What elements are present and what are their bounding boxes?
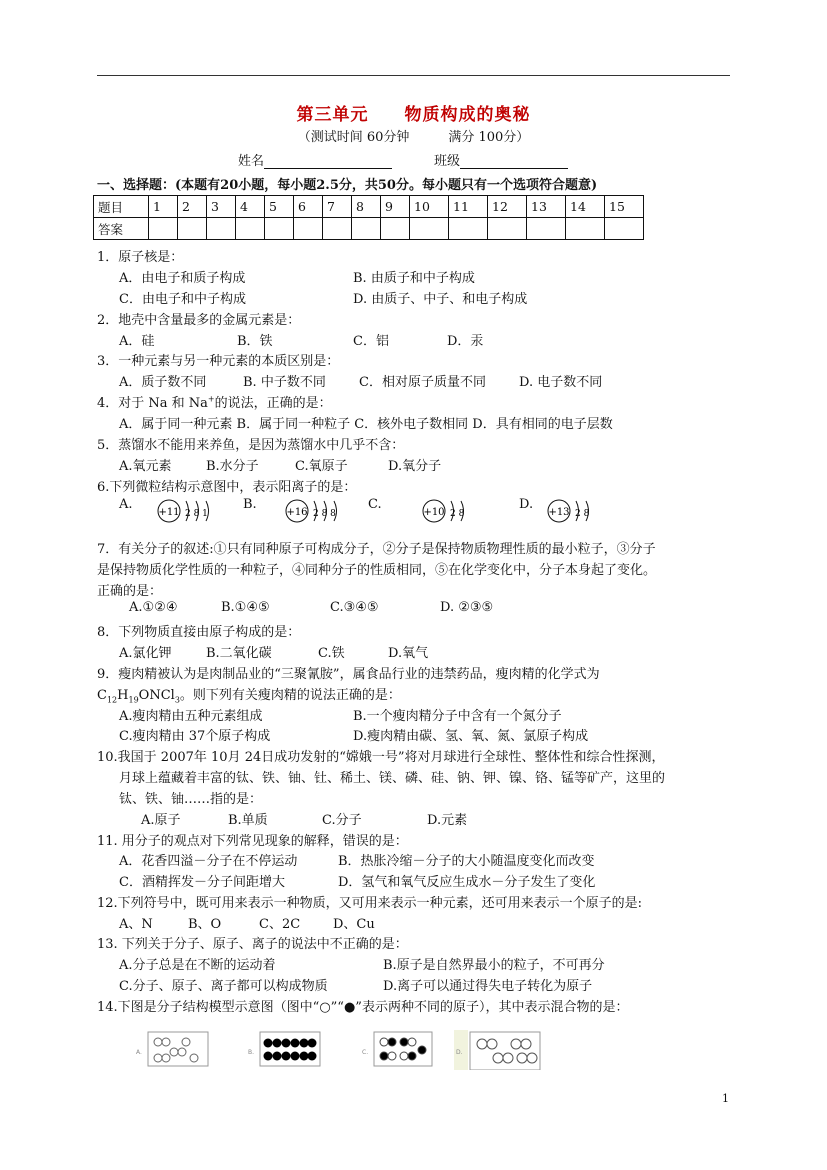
q6-option-b: B. — [243, 497, 257, 512]
q11-option-b: B．热胀冷缩－分子的大小随温度变化而改变 — [338, 854, 595, 869]
q7-option-a: A.①②④ — [129, 600, 178, 615]
shell-electrons: 2 8 8 — [313, 509, 336, 519]
answer-cell[interactable] — [265, 218, 294, 240]
answer-cell[interactable] — [323, 218, 352, 240]
name-field[interactable] — [238, 150, 392, 169]
table-cell: 11 — [449, 196, 488, 218]
question-9-line2 — [97, 684, 401, 705]
question-7-line3: 正确的是： — [97, 584, 163, 599]
answer-cell[interactable] — [207, 218, 236, 240]
table-cell: 2 — [178, 196, 207, 218]
class-label: 班级 — [434, 154, 461, 169]
q13-option-c: C.分子、原子、离子都可以构成物质 — [119, 979, 328, 994]
atom-diagram-d — [545, 498, 605, 524]
answer-cell[interactable] — [527, 218, 566, 240]
answer-cell[interactable] — [410, 218, 449, 240]
q10-option-d: D.元素 — [427, 813, 468, 828]
question-7-line2: 是保持物质化学性质的一种粒子，④同种分子的性质相同，⑤在化学变化中，分子本身起了变化。 — [97, 563, 657, 578]
question-14-stem: 14.下图是分子结构模型示意图（图中“○”“●”表示两种不同的原子），其中表示混合物的是： — [97, 1000, 629, 1015]
q6-option-d: D. — [519, 497, 534, 512]
name-blank[interactable] — [264, 154, 392, 169]
table-cell: 7 — [323, 196, 352, 218]
q11-option-a: A．花香四溢－分子在不停运动 — [119, 854, 298, 869]
q9-option-d: D.瘦肉精由碳、氢、氧、氮、氯原子构成 — [353, 729, 589, 744]
q9-option-c: C.瘦肉精由 37个原子构成 — [119, 729, 271, 744]
answer-cell[interactable] — [566, 218, 605, 240]
formula-cl: Cl — [160, 688, 175, 703]
question-6-stem: 6.下列微粒结构示意图中，表示阳离子的是： — [97, 480, 357, 495]
model-label: C. — [362, 1049, 369, 1056]
q4-options: A．属于同一种元素 B．属于同一种粒子 C．核外电子数相同 D．具有相同的电子层数 — [119, 417, 613, 432]
nucleus-label: +10 — [423, 507, 445, 518]
q5-option-d: D.氧分子 — [388, 459, 442, 474]
atom-diagram-c — [420, 498, 480, 524]
q5-option-b: B.水分子 — [206, 459, 259, 474]
molecule-model-d — [454, 1030, 544, 1070]
table-header-cell: 题目 — [94, 196, 149, 218]
nucleus-label: +13 — [548, 507, 570, 518]
q1-option-b: B. 由质子和中子构成 — [353, 271, 475, 286]
q10-option-b: B.单质 — [228, 813, 268, 828]
q8-option-c: C.铁 — [318, 646, 345, 661]
table-cell: 15 — [605, 196, 644, 218]
page-title: 第三单元 物质构成的奥秘 — [296, 105, 531, 125]
q13-option-d: D.离子可以通过得失电子转化为原子 — [383, 979, 593, 994]
question-5-stem: 5．蒸馏水不能用来养鱼，是因为蒸馏水中几乎不含： — [97, 438, 405, 453]
q11-option-c: C．酒精挥发－分子间距增大 — [119, 875, 285, 890]
answer-cell[interactable] — [488, 218, 527, 240]
table-cell: 6 — [294, 196, 323, 218]
table-cell: 12 — [488, 196, 527, 218]
nucleus-label: +16 — [286, 507, 308, 518]
q13-option-a: A.分子总是在不断的运动着 — [119, 958, 276, 973]
q4-stem-sup: + — [207, 394, 215, 404]
molecule-model-c — [362, 1030, 437, 1070]
q7-option-c: C.③④⑤ — [330, 600, 379, 615]
q12-option-a: A、N — [119, 917, 153, 932]
q10-option-c: C.分子 — [322, 813, 362, 828]
q1-option-d: D. 由质子、中子、和电子构成 — [353, 292, 528, 307]
formula-cl-count: 3 — [174, 695, 180, 705]
model-label: D. — [456, 1049, 463, 1056]
q2-option-c: C．铝 — [353, 334, 389, 349]
q2-option-b: B．铁 — [237, 334, 273, 349]
class-field[interactable] — [434, 150, 568, 169]
model-label: B. — [248, 1049, 255, 1056]
shell-electrons: 2 8 — [450, 509, 465, 519]
q7-option-d: D. ②③⑤ — [440, 600, 494, 615]
q3-option-a: A．质子数不同 — [119, 375, 207, 390]
q3-option-d: D. 电子数不同 — [519, 375, 603, 390]
shell-electrons: 2 8 1 — [185, 509, 208, 519]
q9-option-a: A.瘦肉精由五种元素组成 — [119, 709, 263, 724]
table-cell: 14 — [566, 196, 605, 218]
table-cell: 1 — [149, 196, 178, 218]
question-10-line2: 月球上蕴藏着丰富的钛、铁、铀、钍、稀土、镁、磷、硅、钠、钾、镍、铬、锰等矿产，这里的 — [119, 771, 666, 786]
q8-option-a: A.氯化钾 — [119, 646, 172, 661]
model-frame — [260, 1032, 320, 1066]
question-8-stem: 8．下列物质直接由原子构成的是： — [97, 625, 301, 640]
answer-cell[interactable] — [449, 218, 488, 240]
q3-option-c: C．相对原子质量不同 — [359, 375, 486, 390]
table-row — [94, 218, 644, 240]
answer-cell[interactable] — [352, 218, 381, 240]
question-9-line1: 9．瘦肉精被认为是肉制品业的“三聚氰胺”，属食品行业的违禁药品，瘦肉精的化学式为 — [97, 667, 600, 682]
answer-cell[interactable] — [605, 218, 644, 240]
answer-cell[interactable] — [178, 218, 207, 240]
table-row — [94, 196, 644, 218]
q13-option-b: B.原子是自然界最小的粒子，不可再分 — [383, 958, 605, 973]
question-7-line1: 7．有关分子的叙述:①只有同种原子可构成分子，②分子是保持物质物理性质的最小粒子，③分子 — [97, 542, 656, 557]
q2-option-a: A．硅 — [119, 334, 155, 349]
q5-option-c: C.氧原子 — [295, 459, 348, 474]
shell-electrons: 2 8 — [575, 509, 590, 519]
q5-option-a: A.氧元素 — [119, 459, 172, 474]
name-label: 姓名 — [238, 154, 265, 169]
nucleus-label: +11 — [158, 507, 180, 518]
q2-option-d: D．汞 — [447, 334, 484, 349]
q3-option-b: B. 中子数不同 — [243, 375, 326, 390]
question-1-stem: 1．原子核是： — [97, 250, 184, 265]
q9-option-b: B.一个瘦肉精分子中含有一个氮分子 — [353, 709, 562, 724]
question-4-stem — [97, 392, 332, 411]
q8-option-b: B.二氧化碳 — [206, 646, 272, 661]
answer-cell[interactable] — [294, 218, 323, 240]
table-header-cell: 答案 — [94, 218, 149, 240]
molecule-model-b — [248, 1030, 323, 1070]
q8-option-d: D.氧气 — [388, 646, 429, 661]
q12-option-d: D、Cu — [333, 917, 375, 932]
page-subtitle: （测试时间 60分钟 满分 100分） — [297, 130, 530, 145]
table-cell: 4 — [236, 196, 265, 218]
atom-diagram-a — [155, 498, 227, 524]
model-frame — [148, 1032, 208, 1066]
formula-c-count: 12 — [106, 695, 118, 705]
model-frame — [470, 1032, 540, 1070]
answer-cell[interactable] — [236, 218, 265, 240]
q12-option-c: C、2C — [259, 917, 301, 932]
model-label: A. — [136, 1049, 142, 1056]
q12-option-b: B、O — [188, 917, 222, 932]
answer-cell[interactable] — [149, 218, 178, 240]
question-11-stem: 11. 用分子的观点对下列常见现象的解释，错误的是： — [97, 834, 408, 849]
q11-option-d: D．氢气和氧气反应生成水－分子发生了变化 — [338, 875, 596, 890]
answer-cell[interactable] — [381, 218, 410, 240]
class-blank[interactable] — [460, 154, 568, 169]
formula-on: ON — [138, 688, 161, 703]
answer-table — [93, 195, 644, 240]
q1-option-a: A．由电子和质子构成 — [119, 271, 246, 286]
question-10-line1: 10.我国于 2007年 10月 24日成功发射的“嫦娥一号”将对月球进行全球性、整体性和综合性探测， — [97, 750, 665, 765]
question-12-stem: 12.下列符号中，既可用来表示一种物质，又可用来表示一种元素，还可用来表示一个原子的是: — [97, 896, 643, 911]
q6-option-a: A. — [119, 497, 133, 512]
q6-option-c: C. — [368, 497, 382, 512]
formula-h-count: 19 — [128, 695, 139, 705]
molecule-model-a — [136, 1030, 211, 1070]
q10-option-a: A.原子 — [141, 813, 181, 828]
section-header: 一、选择题：(本题有20小题，每小题2.5分，共50分。每小题只有一个选项符合题意) — [97, 178, 598, 193]
question-2-stem: 2．地壳中含量最多的金属元素是： — [97, 313, 301, 328]
formula-h: H — [117, 688, 129, 703]
page-number: 1 — [722, 1092, 729, 1105]
question-10-line3: 钛、铁、铀……指的是： — [119, 792, 263, 807]
table-cell: 3 — [207, 196, 236, 218]
q4-stem-post: 的说法，正确的是： — [214, 396, 332, 411]
question-13-stem: 13. 下列关于分子、原子、离子的说法中不正确的是： — [97, 937, 408, 952]
table-cell: 9 — [381, 196, 410, 218]
atom-diagram-b — [283, 498, 355, 524]
formula-c: C — [97, 688, 107, 703]
q9-line2-post: 。则下列有关瘦肉精的说法正确的是： — [179, 688, 401, 703]
table-cell: 5 — [265, 196, 294, 218]
table-cell: 13 — [527, 196, 566, 218]
q4-stem-pre: 4．对于 Na 和 Na — [97, 396, 208, 411]
top-rule — [97, 75, 730, 76]
q1-option-c: C．由电子和中子构成 — [119, 292, 246, 307]
table-cell: 10 — [410, 196, 449, 218]
table-cell: 8 — [352, 196, 381, 218]
q7-option-b: B.①④⑤ — [221, 600, 270, 615]
question-3-stem: 3．一种元素与另一种元素的本质区别是： — [97, 354, 340, 369]
